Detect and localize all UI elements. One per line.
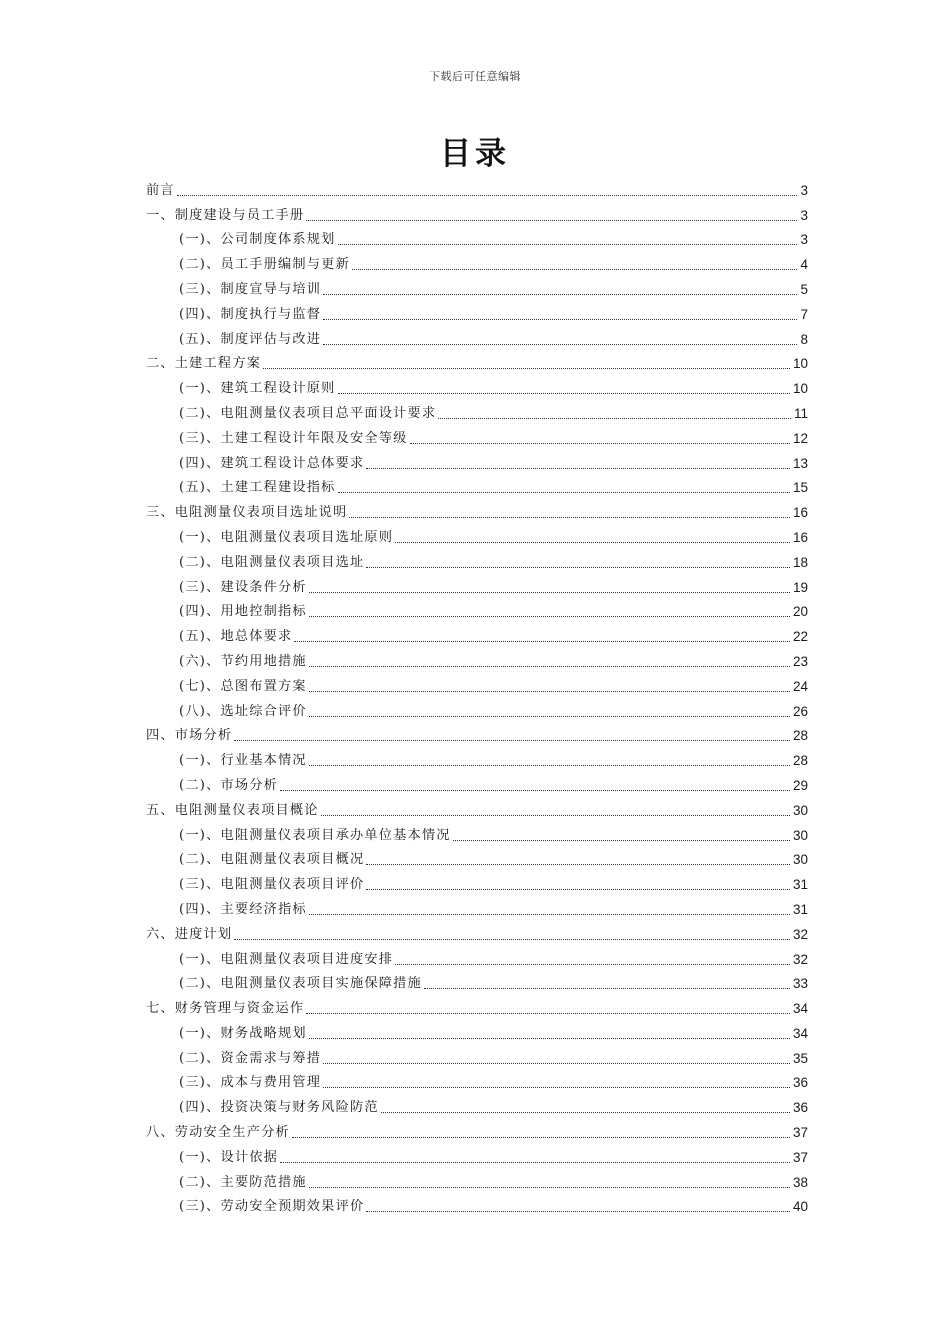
toc-page-number: 13 — [792, 455, 808, 471]
toc-entry-title: (四)、投资决策与财务风险防范 — [179, 1100, 379, 1116]
toc-entry-title: (八)、选址综合评价 — [179, 703, 307, 719]
toc-entry[interactable] — [146, 349, 808, 374]
toc-entry-title: (四)、主要经济指标 — [179, 901, 307, 917]
toc-page-number: 30 — [792, 827, 808, 843]
toc-dot-leader — [349, 517, 790, 518]
toc-page-number: 4 — [800, 257, 808, 273]
toc-entry-title: 前言 — [146, 182, 175, 198]
toc-entry[interactable] — [146, 869, 808, 894]
toc-dot-leader — [292, 1137, 790, 1138]
toc-page-number: 36 — [792, 1075, 808, 1091]
toc-entry-title: (一)、公司制度体系规划 — [179, 232, 336, 248]
toc-dot-leader — [309, 1038, 790, 1039]
toc-entry[interactable] — [146, 324, 808, 349]
toc-dot-leader — [234, 740, 790, 741]
toc-page-number: 15 — [792, 480, 808, 496]
table-of-contents — [146, 175, 808, 1216]
toc-page-number: 30 — [792, 852, 808, 868]
toc-entry[interactable] — [146, 770, 808, 795]
toc-page-number: 33 — [792, 976, 808, 992]
toc-page-number: 24 — [792, 678, 808, 694]
toc-entry[interactable] — [146, 820, 808, 845]
toc-entry-title: (二)、电阻测量仪表项目实施保障措施 — [179, 976, 422, 992]
toc-entry-title: 三、电阻测量仪表项目选址说明 — [146, 505, 348, 521]
toc-entry[interactable] — [146, 1092, 808, 1117]
toc-entry-title: (二)、电阻测量仪表项目概况 — [179, 852, 365, 868]
toc-entry-title: 七、财务管理与资金运作 — [146, 1001, 305, 1017]
toc-page-number: 26 — [792, 703, 808, 719]
toc-page-number: 37 — [792, 1125, 808, 1141]
toc-entry[interactable] — [146, 1043, 808, 1068]
toc-entry[interactable] — [146, 696, 808, 721]
toc-page-number: 18 — [792, 554, 808, 570]
toc-page-number: 30 — [792, 802, 808, 818]
toc-entry[interactable] — [146, 944, 808, 969]
toc-page-number: 28 — [792, 753, 808, 769]
toc-entry-title: 二、土建工程方案 — [146, 356, 262, 372]
toc-dot-leader — [294, 641, 790, 642]
page-title: 目录 — [440, 136, 510, 172]
toc-page-number: 10 — [792, 381, 808, 397]
toc-entry[interactable] — [146, 1117, 808, 1142]
toc-entry[interactable] — [146, 969, 808, 994]
toc-page-number: 34 — [792, 1025, 808, 1041]
toc-entry-title: (七)、总图布置方案 — [179, 678, 307, 694]
toc-entry-title: (四)、用地控制指标 — [179, 604, 307, 620]
toc-entry-title: (四)、制度执行与监督 — [179, 306, 322, 322]
toc-entry[interactable] — [146, 398, 808, 423]
toc-entry-title: (六)、节约用地措施 — [179, 653, 307, 669]
toc-page-number: 40 — [792, 1199, 808, 1215]
toc-entry[interactable] — [146, 497, 808, 522]
toc-entry-title: (二)、资金需求与筹措 — [179, 1050, 322, 1066]
toc-dot-leader — [263, 368, 790, 369]
toc-dot-leader — [280, 1162, 790, 1163]
toc-entry-title: (二)、市场分析 — [179, 777, 279, 793]
toc-page-number: 38 — [792, 1174, 808, 1190]
toc-page-number: 22 — [792, 629, 808, 645]
toc-entry-title: (二)、主要防范措施 — [179, 1174, 307, 1190]
toc-dot-leader — [309, 1187, 790, 1188]
toc-dot-leader — [366, 889, 790, 890]
toc-dot-leader — [309, 691, 790, 692]
toc-dot-leader — [323, 319, 797, 320]
toc-entry[interactable] — [146, 621, 808, 646]
toc-entry-title: (二)、电阻测量仪表项目总平面设计要求 — [179, 405, 437, 421]
toc-entry-title: (三)、土建工程设计年限及安全等级 — [179, 430, 408, 446]
toc-page-number: 16 — [792, 529, 808, 545]
toc-entry-title: (五)、制度评估与改进 — [179, 331, 322, 347]
toc-entry[interactable] — [146, 1142, 808, 1167]
toc-entry[interactable] — [146, 299, 808, 324]
toc-entry[interactable] — [146, 448, 808, 473]
toc-entry[interactable] — [146, 225, 808, 250]
toc-entry-title: 一、制度建设与员工手册 — [146, 207, 305, 223]
toc-dot-leader — [366, 468, 790, 469]
toc-page-number: 7 — [800, 306, 808, 322]
toc-entry[interactable] — [146, 1192, 808, 1217]
toc-entry[interactable] — [146, 373, 808, 398]
toc-entry[interactable] — [146, 919, 808, 944]
toc-dot-leader — [309, 666, 790, 667]
toc-entry-title: 五、电阻测量仪表项目概论 — [146, 802, 319, 818]
toc-dot-leader — [366, 864, 790, 865]
header-note: 下载后可任意编辑 — [429, 70, 521, 83]
toc-page-number: 19 — [792, 579, 808, 595]
toc-page-number: 36 — [792, 1100, 808, 1116]
toc-page-number: 37 — [792, 1149, 808, 1165]
toc-entry[interactable] — [146, 547, 808, 572]
toc-entry-title: (一)、电阻测量仪表项目进度安排 — [179, 951, 394, 967]
toc-dot-leader — [366, 1211, 790, 1212]
toc-dot-leader — [309, 765, 790, 766]
toc-entry[interactable] — [146, 745, 808, 770]
toc-dot-leader — [352, 269, 798, 270]
toc-entry-title: 六、进度计划 — [146, 926, 233, 942]
toc-entry-title: (三)、劳动安全预期效果评价 — [179, 1199, 365, 1215]
toc-dot-leader — [280, 790, 790, 791]
toc-entry[interactable] — [146, 1167, 808, 1192]
toc-entry[interactable] — [146, 671, 808, 696]
toc-dot-leader — [410, 443, 790, 444]
toc-dot-leader — [338, 244, 798, 245]
toc-dot-leader — [321, 815, 790, 816]
toc-dot-leader — [309, 616, 790, 617]
toc-entry[interactable] — [146, 473, 808, 498]
toc-dot-leader — [306, 220, 797, 221]
toc-dot-leader — [381, 1112, 790, 1113]
toc-dot-leader — [395, 964, 790, 965]
toc-dot-leader — [309, 914, 790, 915]
toc-entry[interactable] — [146, 522, 808, 547]
toc-dot-leader — [323, 294, 797, 295]
toc-dot-leader — [309, 716, 790, 717]
toc-page-number: 35 — [792, 1050, 808, 1066]
toc-entry-title: (二)、员工手册编制与更新 — [179, 257, 350, 273]
toc-dot-leader — [234, 939, 790, 940]
toc-page-number: 23 — [792, 653, 808, 669]
toc-entry[interactable] — [146, 1068, 808, 1093]
toc-entry[interactable] — [146, 795, 808, 820]
toc-dot-leader — [366, 567, 790, 568]
toc-entry[interactable] — [146, 200, 808, 225]
toc-entry-title: (一)、财务战略规划 — [179, 1025, 307, 1041]
toc-dot-leader — [338, 492, 790, 493]
toc-dot-leader — [395, 542, 790, 543]
toc-entry[interactable] — [146, 274, 808, 299]
toc-entry[interactable] — [146, 1018, 808, 1043]
toc-page-number: 29 — [792, 777, 808, 793]
toc-entry-title: (五)、土建工程建设指标 — [179, 480, 336, 496]
toc-entry-title: (一)、设计依据 — [179, 1149, 279, 1165]
toc-page-number: 12 — [792, 430, 808, 446]
toc-entry-title: (三)、成本与费用管理 — [179, 1075, 322, 1091]
toc-dot-leader — [177, 195, 798, 196]
toc-page-number: 16 — [792, 505, 808, 521]
toc-entry[interactable] — [146, 175, 808, 200]
toc-dot-leader — [338, 393, 790, 394]
toc-entry-title: (一)、电阻测量仪表项目承办单位基本情况 — [179, 827, 451, 843]
toc-entry[interactable] — [146, 423, 808, 448]
toc-entry[interactable] — [146, 646, 808, 671]
toc-entry-title: (四)、建筑工程设计总体要求 — [179, 455, 365, 471]
toc-entry[interactable] — [146, 993, 808, 1018]
toc-page-number: 3 — [800, 182, 808, 198]
toc-entry[interactable] — [146, 249, 808, 274]
toc-page-number: 3 — [800, 232, 808, 248]
toc-entry-title: (三)、电阻测量仪表项目评价 — [179, 877, 365, 893]
toc-entry[interactable] — [146, 721, 808, 746]
toc-entry-title: 四、市场分析 — [146, 728, 233, 744]
toc-dot-leader — [306, 1013, 790, 1014]
toc-dot-leader — [323, 1063, 790, 1064]
toc-page-number: 28 — [792, 728, 808, 744]
toc-page-number: 34 — [792, 1001, 808, 1017]
toc-entry-title: (五)、地总体要求 — [179, 629, 293, 645]
toc-dot-leader — [424, 988, 790, 989]
toc-dot-leader — [323, 344, 797, 345]
toc-page-number: 31 — [792, 901, 808, 917]
toc-entry-title: 八、劳动安全生产分析 — [146, 1125, 290, 1141]
toc-entry-title: (一)、行业基本情况 — [179, 753, 307, 769]
toc-page-number: 10 — [792, 356, 808, 372]
toc-page-number: 8 — [800, 331, 808, 347]
toc-page-number: 32 — [792, 951, 808, 967]
toc-page-number: 32 — [792, 926, 808, 942]
toc-page-number: 5 — [800, 281, 808, 297]
toc-entry-title: (三)、建设条件分析 — [179, 579, 307, 595]
toc-dot-leader — [323, 1087, 790, 1088]
toc-page-number: 3 — [800, 207, 808, 223]
toc-dot-leader — [309, 592, 790, 593]
toc-entry[interactable] — [146, 572, 808, 597]
toc-dot-leader — [453, 840, 790, 841]
toc-dot-leader — [438, 418, 791, 419]
toc-page-number: 31 — [792, 877, 808, 893]
toc-entry[interactable] — [146, 597, 808, 622]
toc-page-number: 11 — [793, 405, 808, 421]
toc-entry[interactable] — [146, 845, 808, 870]
toc-entry-title: (三)、制度宣导与培训 — [179, 281, 322, 297]
toc-entry-title: (二)、电阻测量仪表项目选址 — [179, 554, 365, 570]
toc-entry[interactable] — [146, 894, 808, 919]
toc-entry-title: (一)、电阻测量仪表项目选址原则 — [179, 529, 394, 545]
toc-page-number: 20 — [792, 604, 808, 620]
toc-entry-title: (一)、建筑工程设计原则 — [179, 381, 336, 397]
